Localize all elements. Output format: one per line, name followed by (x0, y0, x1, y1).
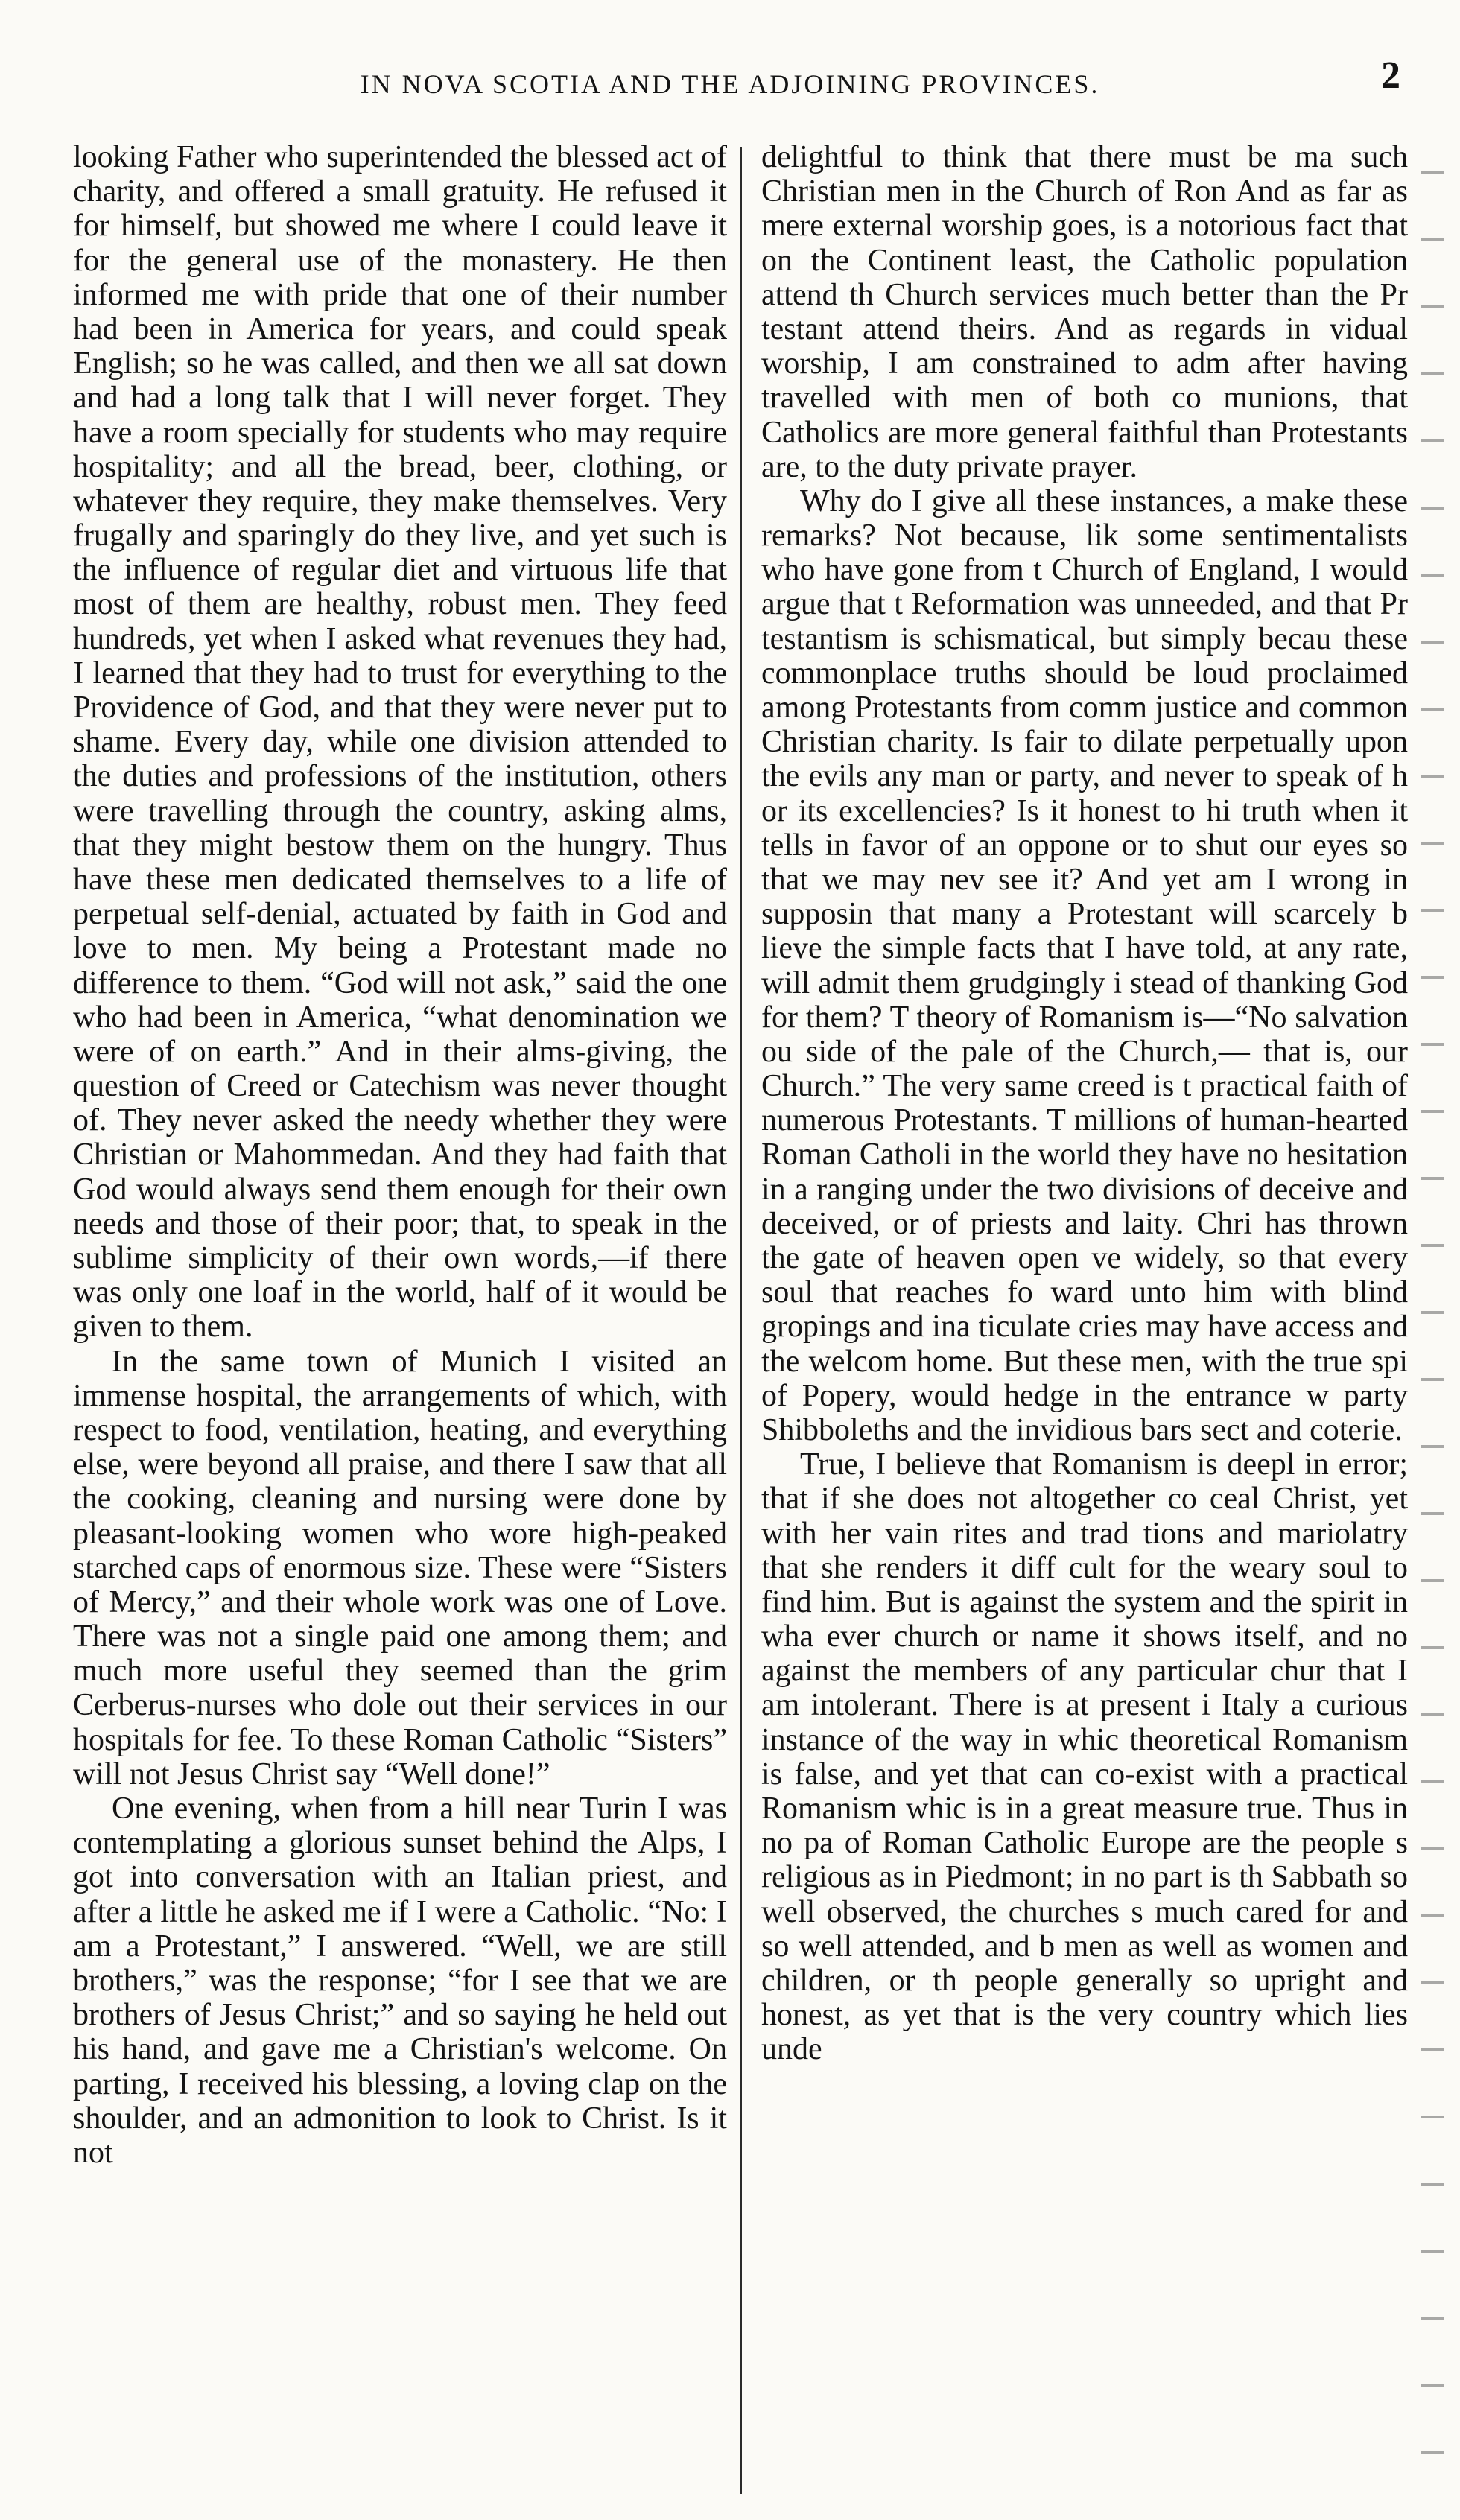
running-head: IN NOVA SCOTIA AND THE ADJOINING PROVINCES. (360, 69, 1100, 99)
right-paragraph-2: Why do I give all these instances, a make these remarks? Not because, lik some sentimentalists who have gone from t Church of England, I would argue that t Reformation was unneeded, and that Pr testantism is schismatical, but simply becau these commonplace truths should be loud proclaimed among Protestants from comm justice and common Christian charity. Is fair to dilate perpetually upon the evils any man or party, and never to speak of h or its excellencies? Is it honest to hi truth when it tells in favor of an oppone or to shut our eyes so that we may nev see it? And yet am I wrong in supposin that many a Protestant will scarcely b lieve the simple facts that I have told, at any rate, will admit them grudgingly i stead of thanking God for them? T theory of Romanism is—“No salvation ou side of the pale of the Church,— that is, our Church.” The very same creed is t practical faith of numerous Protestants. T millions of human-hearted Roman Catholi in the world they have no hesitation in a ranging under the two divisions of deceive and deceived, or of priests and laity. Chri has thrown the gate of heaven open ve widely, so that every soul that reaches fo ward unto him with blind gropings and ina ticulate cries may have access and the welcom home. But these men, with the true spi of Popery, would hedge in the entrance w party Shibboleths and the invidious bars sect and coterie. (761, 483, 1408, 1447)
scan-edge-marks (1421, 149, 1444, 2495)
right-paragraph-3: True, I believe that Romanism is deepl in error; that if she does not altogether co ceal Christ, yet with her vain rites and trad tions and mariolatry that she renders it diff cult for the weary soul to find him. But is against the system and the spirit in wha ever church or name it shows itself, and no against the members of any particular chur that I am intolerant. There is at present i Italy a curious instance of the way in whic theoretical Romanism is false, and yet that can co-exist with a practical Romanism whic is in a great measure true. Thus in no pa of Roman Catholic Europe are the people s religious as in Piedmont; in no part is th Sabbath so well observed, the churches s much cared for and so well attended, and b men as well as women and children, or th people generally so upright and honest, as yet that is the very country which lies unde (761, 1447, 1408, 2067)
left-paragraph-2: In the same town of Munich I visited an immense hospital, the arrangements of which, with respect to food, ventilation, heating, and everything else, were beyond all praise, and there I saw that all the cooking, cleaning and nursing were done by pleasant-looking women who wore high-peaked starched caps of enormous size. These were “Sisters of Mercy,” and their whole work was one of Love. There was not a single paid one among them; and much more useful they seemed than the grim Cerberus-nurses who dole out their services in our hospitals for fee. To these Roman Catholic “Sisters” will not Jesus Christ say “Well done!” (73, 1344, 727, 1791)
left-column (73, 140, 727, 2494)
column-divider (740, 147, 742, 2494)
right-paragraph-1: delightful to think that there must be ma such Christian men in the Church of Ron And as far as mere external worship goes, is a notorious fact that on the Continent least, the Catholic population attend th Church services much better than the Pr testant attend theirs. And as regards in vidual worship, I am constrained to adm after having travelled with men of both co munions, that Catholics are more general faithful than Protestants are, to the duty private prayer. (761, 140, 1408, 484)
page-number: 2 (1381, 54, 1400, 97)
left-paragraph-3: One evening, when from a hill near Turin I was contemplating a glorious sunset behind the Alps, I got into conversation with an Italian priest, and after a little he asked me if I were a Catholic. “No: I am a Protestant,” I answered. “Well, we are still brothers,” was the response; “for I see that we are brothers of Jesus Christ;” and so saying he held out his hand, and gave me a Christian's welcome. On parting, I received his blessing, a loving clap on the shoulder, and an admonition to look to Christ. Is it not (73, 1791, 727, 2170)
right-column (761, 140, 1408, 2494)
left-paragraph-1: looking Father who superintended the blessed act of charity, and offered a small gratuity. He refused it for himself, but showed me where I could leave it for the general use of the monastery. He then informed me with pride that one of their number had been in America for years, and could speak English; so he was called, and then we all sat down and had a long talk that I will never forget. They have a room specially for students who may require hospitality; and all the bread, beer, clothing, or whatever they require, they make themselves. Very frugally and sparingly do they live, and yet such is the influence of regular diet and virtuous life that most of them are healthy, robust men. They feed hundreds, yet when I asked what revenues they had, I learned that they had to trust for everything to the Providence of God, and that they were never put to shame. Every day, while one division attended to the duties and professions of the institution, others were travelling through the country, asking alms, that they might bestow them on the hungry. Thus have these men dedicated themselves to a life of perpetual self-denial, actuated by faith in God and love to men. My being a Protestant made no difference to them. “God will not ask,” said the one who had been in America, “what denomination we were of on earth.” And in their alms-giving, the question of Creed or Catechism was never thought of. They never asked the needy whether they were Christian or Mahommedan. And they had faith that God would always send them enough for their own needs and those of their poor; that, to speak in the sublime simplicity of their own words,—if there was only one loaf in the world, half of it would be given to them. (73, 140, 727, 1345)
